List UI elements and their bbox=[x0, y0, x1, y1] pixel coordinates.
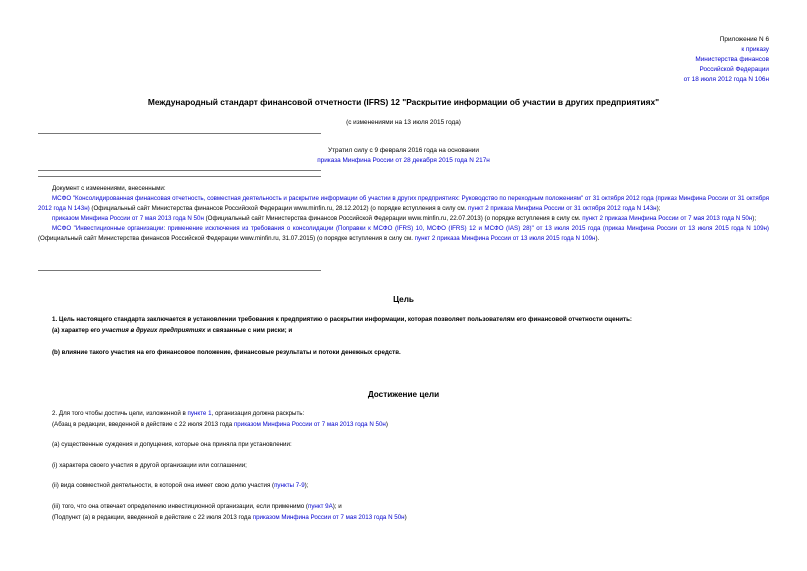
item-iii-text: (iii) того, что она отвечает определению инвестиционной организации, если применимо ( bbox=[52, 503, 308, 510]
appendix-number: Приложение N 6 bbox=[719, 36, 769, 43]
goal-paragraph-1: 1. Цель настоящего стандарта заключается в установлении требования к предприятию о раскрытии информации, которая позволяет пользователям его финансовой отчетности оценить: bbox=[52, 316, 632, 323]
clause-9a-link[interactable]: пункт 9A bbox=[307, 503, 333, 510]
appendix-federation-link[interactable]: Российской Федерации bbox=[699, 66, 769, 73]
item-ii-end: ); bbox=[304, 482, 309, 489]
goal-a-text: (a) характер его bbox=[52, 327, 101, 334]
achieving-item-ii bbox=[52, 482, 758, 489]
achieving-p2-text: 2. Для того чтобы достичь цели, изложенной в bbox=[52, 410, 186, 417]
edition-note: (с изменениями на 13 июля 2015 года) bbox=[346, 119, 461, 126]
section-heading-achieving: Достижение цели bbox=[367, 390, 440, 399]
appendix-order-link[interactable]: к приказу bbox=[741, 46, 769, 53]
order-50n-link[interactable]: приказом Минфина России от 7 мая 2013 года N 50н bbox=[233, 421, 386, 428]
change-item-3-source: (Официальный сайт Министерства финансов Российской Федерации www.minfin.ru, 31.07.2015) (о порядке вступления в силу см. bbox=[38, 235, 413, 242]
divider bbox=[38, 270, 321, 271]
item-iii-end: ); и bbox=[332, 503, 342, 510]
subclause-edition-note bbox=[52, 514, 758, 521]
change-item-3-standard-link[interactable]: МСФО "Инвестиционные организации: применение исключения из требования о консолидации (Поправки к МСФО (IFRS) 10, МСФО (IFRS) 12 и МСФО (IAS) 28)" от 13 июля 2015 года bbox=[52, 225, 601, 232]
changes-block bbox=[38, 184, 769, 244]
subclause-note-text: (Подпункт (a) в редакции, введенной в действие с 22 июля 2013 года bbox=[52, 514, 251, 521]
change-item-3-end: ). bbox=[595, 235, 600, 242]
change-item-2 bbox=[38, 214, 769, 224]
achieving-item-iii bbox=[52, 503, 758, 510]
clauses-7-9-link[interactable]: пункты 7-9 bbox=[274, 482, 305, 489]
change-item-2-clause-link[interactable]: пункт 2 приказа Минфина России от 7 мая 2013 года N 50н bbox=[582, 215, 753, 222]
change-item-2-order-link[interactable]: приказом Минфина России от 7 мая 2013 года N 50н bbox=[52, 215, 204, 222]
order-50n-link-2[interactable]: приказом Минфина России от 7 мая 2013 года N 50н bbox=[252, 514, 405, 521]
divider bbox=[38, 170, 321, 171]
appendix-date-link[interactable]: от 18 июля 2012 года N 106н bbox=[683, 76, 769, 83]
expired-order-link[interactable]: приказа Минфина России от 28 декабря 2015 года N 217н bbox=[317, 157, 490, 164]
achieving-p2-end: , организация должна раскрыть: bbox=[211, 410, 305, 417]
change-item-3-clause-link[interactable]: пункт 2 приказа Минфина России от 13 июля 2015 года N 109н bbox=[414, 235, 596, 242]
change-item-3 bbox=[38, 224, 769, 244]
change-item-1-standard-link[interactable]: МСФО "Консолидированная финансовая отчетность, совместная деятельность и раскрытие информации об участии в других предприятиях: Руководство по переходным положениям" от 31 октября 2012 года bbox=[52, 195, 654, 202]
section-heading-goal: Цель bbox=[393, 295, 414, 304]
edition-note-end: ) bbox=[385, 421, 388, 428]
divider bbox=[38, 176, 321, 177]
change-item-1-order-link[interactable]: (приказ Минфина России от 31 октября 2012 года N 143н) bbox=[38, 195, 769, 212]
goal-a-term: участия в других предприятиях bbox=[101, 327, 206, 334]
appendix-ministry-link[interactable]: Министерства финансов bbox=[695, 56, 769, 63]
appendix-block bbox=[684, 35, 769, 85]
document-title: Международный стандарт финансовой отчетности (IFRS) 12 "Раскрытие информации об участии в других предприятиях" bbox=[147, 97, 660, 107]
change-item-2-source: (Официальный сайт Министерства финансов Российской Федерации www.minfin.ru, 22.07.2013) (о порядке вступления в силу см. bbox=[203, 215, 581, 222]
expired-notice: Утратил силу с 9 февраля 2016 года на основании bbox=[328, 147, 479, 154]
change-item-1-clause-link[interactable]: пункт 2 приказа Минфина России от 31 октября 2012 года N 143н bbox=[468, 205, 657, 212]
goal-a-rest: и связанные с ним риски; и bbox=[207, 327, 293, 334]
goal-paragraph-b: (b) влияние такого участия на его финансовое положение, финансовые результаты и потоки денежных средств. bbox=[52, 349, 401, 356]
change-item-1-source: (Официальный сайт Министерства финансов Российской Федерации www.minfin.ru, 28.12.2012) (о порядке вступления в силу см. bbox=[89, 205, 467, 212]
change-item-1 bbox=[38, 194, 769, 214]
changes-intro: Документ с изменениями, внесенными: bbox=[52, 185, 166, 192]
item-ii-text: (ii) вида совместной деятельности, в которой она имеет свою долю участия ( bbox=[52, 482, 275, 489]
change-item-2-end: ); bbox=[752, 215, 757, 222]
edition-note-text: (Абзац в редакции, введенной в действие с 22 июля 2013 года bbox=[52, 421, 233, 428]
subclause-note-end: ) bbox=[404, 514, 407, 521]
clause-1-link[interactable]: пункте 1 bbox=[187, 410, 212, 417]
edition-note-paragraph bbox=[52, 421, 758, 428]
change-item-3-order-link[interactable]: (приказ Минфина России от 13 июля 2015 года N 109н) bbox=[600, 225, 769, 232]
achieving-item-a: (a) существенные суждения и допущения, которые она приняла при установлении: bbox=[52, 441, 292, 448]
change-item-1-end: ); bbox=[656, 205, 661, 212]
goal-paragraph-a bbox=[52, 327, 758, 334]
achieving-item-i: (i) характера своего участия в другой организации или соглашении; bbox=[52, 462, 247, 469]
divider bbox=[38, 133, 321, 134]
achieving-paragraph-2 bbox=[52, 410, 758, 417]
